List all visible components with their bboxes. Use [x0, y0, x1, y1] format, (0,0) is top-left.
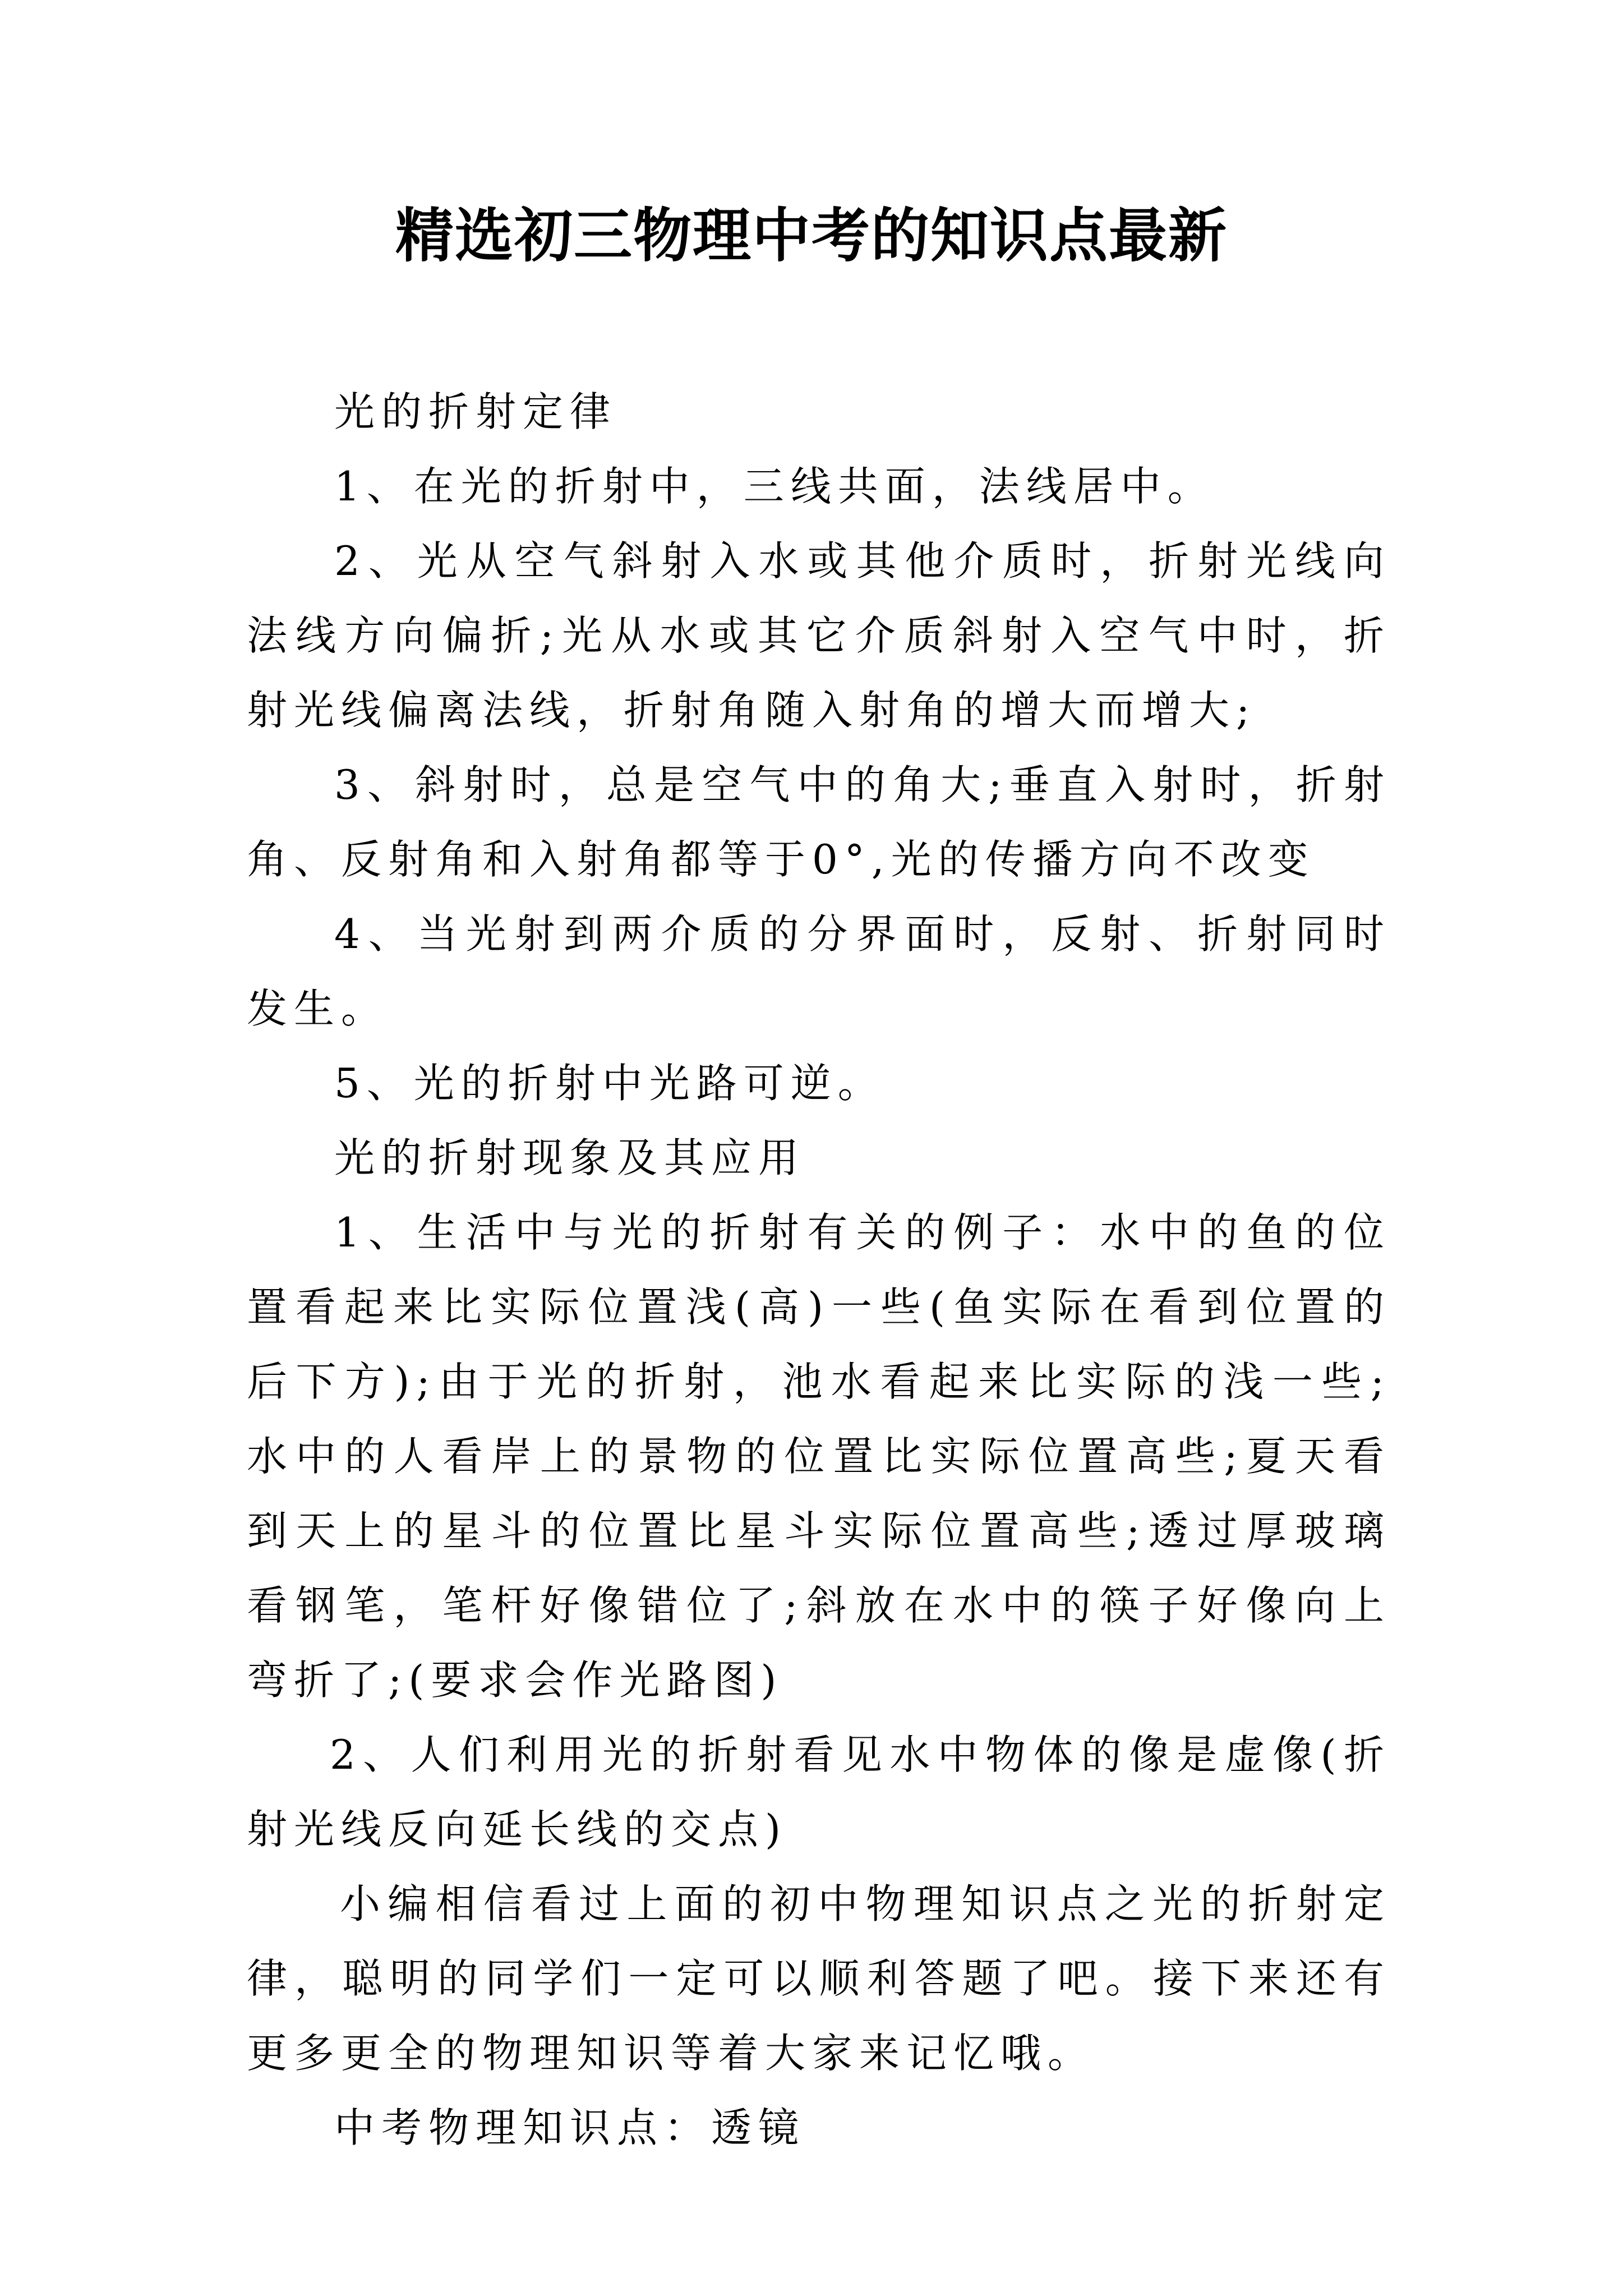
paragraph-rule-1: 1、在光的折射中，三线共面，法线居中。 [334, 463, 1215, 510]
paragraph-rule-2: 2、光从空气斜射入水或其他介质时，折射光线向法线方向偏折;光从水或其它介质斜射入空气中时，折射光线偏离法线，折射角随入射角的增大而增大; [247, 537, 1391, 734]
paragraph-rule-4: 4、当光射到两介质的分界面时，反射、折射同时发生。 [247, 910, 1391, 1032]
section-heading-refraction-phenomena: 光的折射现象及其应用 [334, 1134, 806, 1181]
paragraph-rule-5: 5、光的折射中光路可逆。 [334, 1060, 885, 1107]
paragraph-editor-note: 小编相信看过上面的初中物理知识点之光的折射定律，聪明的同学们一定可以顺利答题了吧。接下来还有更多更全的物理知识等着大家来记忆哦。 [247, 1880, 1391, 2077]
section-heading-refraction-law: 光的折射定律 [334, 388, 617, 435]
document-body [247, 375, 1391, 2165]
paragraph-example-2: 2、人们利用光的折射看见水中物体的像是虚像(折射光线反向延长线的交点) [247, 1731, 1391, 1853]
section-heading-lens: 中考物理知识点：透镜 [334, 2104, 806, 2151]
paragraph-example-1: 1、生活中与光的折射有关的例子：水中的鱼的位置看起来比实际位置浅(高)一些(鱼实际在看到位置的后下方);由于光的折射，池水看起来比实际的浅一些;水中的人看岸上的景物的位置比实际位置高些;夏天看到天上的星斗的位置比星斗实际位置高些;透过厚玻璃看钢笔，笔杆好像错位了;斜放在水中的筷子好像向上弯折了;(要求会作光路图) [247, 1209, 1391, 1704]
document-title: 精选初三物理中考的知识点最新 [395, 201, 1228, 270]
paragraph-rule-3: 3、斜射时，总是空气中的角大;垂直入射时，折射角、反射角和入射角都等于0°,光的传播方向不改变 [247, 761, 1391, 883]
